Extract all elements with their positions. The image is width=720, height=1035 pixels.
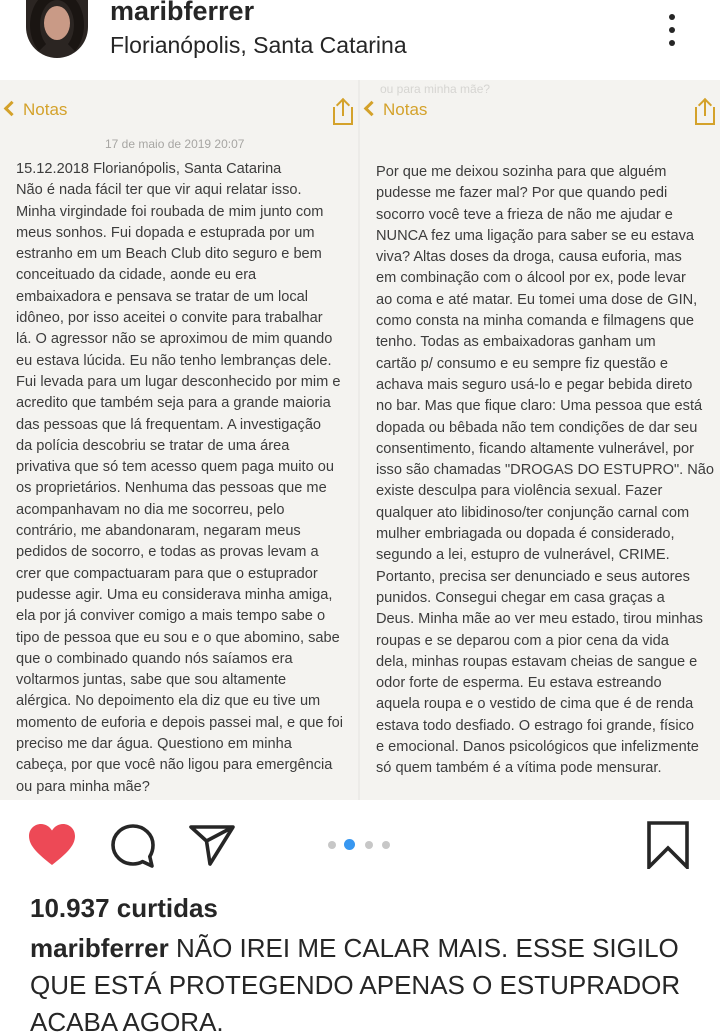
note-line: conceituado da cidade, aonde eu era (16, 267, 257, 284)
notes-back-link (6, 100, 67, 130)
note-line: tipo de pessoa que eu sou e o que abomino, sabe (16, 629, 340, 646)
paper-plane-icon[interactable] (188, 823, 236, 867)
heart-icon[interactable] (28, 823, 76, 867)
note-line: acompanhavam no dia me socorreu, pelo (16, 501, 285, 518)
note-line: isso são chamadas "DROGAS DO ESTUPRO". Não (376, 462, 715, 479)
post-header (0, 0, 720, 80)
note-line: cabeça, por que você não ligou para emergência (16, 757, 333, 774)
note-line: Não é nada fácil ter que vir aqui relatar isso. (16, 182, 302, 199)
notes-panel-right (360, 80, 720, 800)
note-line: pudesse me fazer mal? Por que quando pedi (376, 185, 668, 202)
note-line: Minha virgindade foi roubada de mim junto com (16, 203, 324, 220)
note-line: pedidos de socorro, e todas as provas levam a (16, 544, 319, 561)
note-line: mulher embriagada ou dopada é considerado, (376, 526, 675, 543)
note-line: ao coma e até matar. Eu tomei uma dose de GIN, (376, 291, 698, 308)
note-line: tenho. Todas as embaixadoras ganham um (376, 334, 656, 351)
note-line: consentimento, ficando altamente vulnerável, por (376, 440, 695, 457)
note-line: preciso me dar água. Questiono em minha (16, 736, 292, 753)
post-caption (30, 930, 690, 1035)
carousel-dot (328, 841, 336, 849)
note-line: em combinação com o álcool por ex, pode levar (376, 270, 686, 287)
avatar[interactable] (26, 0, 88, 58)
note-line: segundo a lei, estupro de vulnerável, CRIME. (376, 547, 670, 564)
chevron-left-icon (364, 101, 380, 117)
note-line: e emocional. Danos psicológicos que infelizmente (376, 739, 699, 756)
notes-back-label: Notas (23, 100, 68, 119)
note-line: cartão p/ consumo e eu sempre fiz questão e (376, 355, 669, 372)
note-line: estranho em um Beach Club dito seguro e bem (16, 246, 322, 263)
note-line: ela por já conviver comigo a mais tempo sabe o (16, 608, 326, 625)
note-line: pudesse agir. Uma eu considerava minha amiga, (16, 586, 333, 603)
note-line: odor forte de esperma. Eu estava estreando (376, 675, 662, 692)
notes-panel-left (0, 80, 360, 800)
note-line: Por que me deixou sozinha para que alguém (376, 164, 667, 180)
note-line: idôneo, por isso aceitei o convite para trabalhar (16, 310, 323, 327)
comment-icon[interactable] (110, 823, 156, 869)
note-line: embaixadora e pensava se tratar de um local (16, 288, 309, 305)
note-text-left (16, 159, 343, 798)
note-line: os proprietários. Nenhuma das pessoas que me (16, 480, 327, 497)
carousel-dot (382, 841, 390, 849)
notes-back-link (366, 100, 427, 130)
share-icon (333, 98, 355, 126)
note-line: que o combinado quando nós saíamos era (16, 650, 293, 667)
note-line: roupas e se deparou com a pior cena da vida (376, 632, 669, 649)
note-line: eu estava lúcida. Eu não tenho lembranças dele. (16, 352, 332, 369)
post-image[interactable] (0, 80, 720, 800)
note-line: no bar. Mas que fique claro: Uma pessoa que está (376, 398, 703, 415)
note-line: socorro você teve a frieza de não me ajudar e (376, 206, 673, 223)
note-line: dela, minhas roupas estavam cheias de sangue e (376, 653, 698, 670)
note-line: voltarmos juntas, sabe que sou altamente (16, 672, 287, 689)
action-bar (0, 800, 720, 890)
note-line: existe desculpa para violência sexual. Fazer (376, 483, 663, 500)
note-line: lá. O agressor não se aproximou de mim quando (16, 331, 333, 348)
note-line: Deus. Minha mãe ao ver meu estado, tirou minhas (376, 611, 703, 628)
note-line: 15.12.2018 Florianópolis, Santa Catarina (16, 161, 282, 177)
note-line: estava todo desfiado. O estrago foi grande, físico (376, 717, 695, 734)
note-line: das pessoas que lá frequentam. A investigação (16, 416, 322, 433)
note-line: crer que compactuaram para que o estuprador (16, 565, 318, 582)
note-date: 17 de maio de 2019 20:07 (105, 137, 245, 151)
note-line: da polícia descobriu se tratar de uma área (16, 437, 290, 454)
ghost-text: ou para minha mãe? (380, 82, 491, 96)
header-username[interactable]: maribferrer (110, 0, 255, 26)
note-line: como consta na minha comanda e filmagens que (376, 313, 695, 330)
carousel-dot-active (344, 839, 355, 850)
note-line: Portanto, precisa ser denunciado e seus autores (376, 568, 690, 585)
note-line: qualquer ato libidinoso/ter conjunção carnal com (376, 504, 690, 521)
note-line: alérgica. No depoimento ela diz que eu tive um (16, 693, 321, 710)
note-line: achava mais seguro usá-lo e pegar bebida direto (376, 376, 693, 393)
note-line: NUNCA fez uma ligação para saber se eu estava (376, 227, 694, 244)
header-location[interactable]: Florianópolis, Santa Catarina (110, 32, 407, 58)
note-line: só quem também é a vítima pode mensurar. (376, 760, 662, 777)
note-line: aquela roupa e o vestido de cima que é de renda (376, 696, 694, 713)
note-line: ou para minha mãe? (16, 778, 150, 795)
note-line: acredito que também seja para a grande maioria (16, 395, 331, 412)
note-line: privativa que só tem acesso quem paga muito ou (16, 459, 334, 476)
caption-username[interactable]: maribferrer (30, 933, 169, 963)
share-icon (695, 98, 717, 126)
note-line: punidos. Consegui chegar em casa graças a (376, 589, 665, 606)
note-line: dopada ou bêbada não tem condições de dar seu (376, 419, 698, 436)
more-vertical-icon[interactable] (660, 10, 684, 50)
note-line: momento de euforia e depois passei mal, e que foi (16, 714, 343, 731)
note-text-right (376, 162, 714, 780)
note-line: viva? Altas doses da droga, causa euforia, mas (376, 249, 682, 266)
carousel-dot (365, 841, 373, 849)
bookmark-icon[interactable] (646, 821, 690, 869)
likes-count[interactable]: 10.937 curtidas (30, 893, 218, 923)
note-line: Fui levada para um lugar desconhecido por mim e (16, 373, 341, 390)
caption-text: NÃO IREI ME CALAR MAIS. ESSE SIGILO QUE ESTÁ PROTEGENDO APENAS O ESTUPRADOR ACABA AGORA. (30, 933, 681, 1035)
notes-back-label: Notas (383, 100, 428, 119)
note-line: meus sonhos. Fui dopada e estuprada por um (16, 224, 315, 241)
note-line: contrário, me abandonaram, negaram meus (16, 523, 301, 540)
chevron-left-icon (4, 101, 20, 117)
